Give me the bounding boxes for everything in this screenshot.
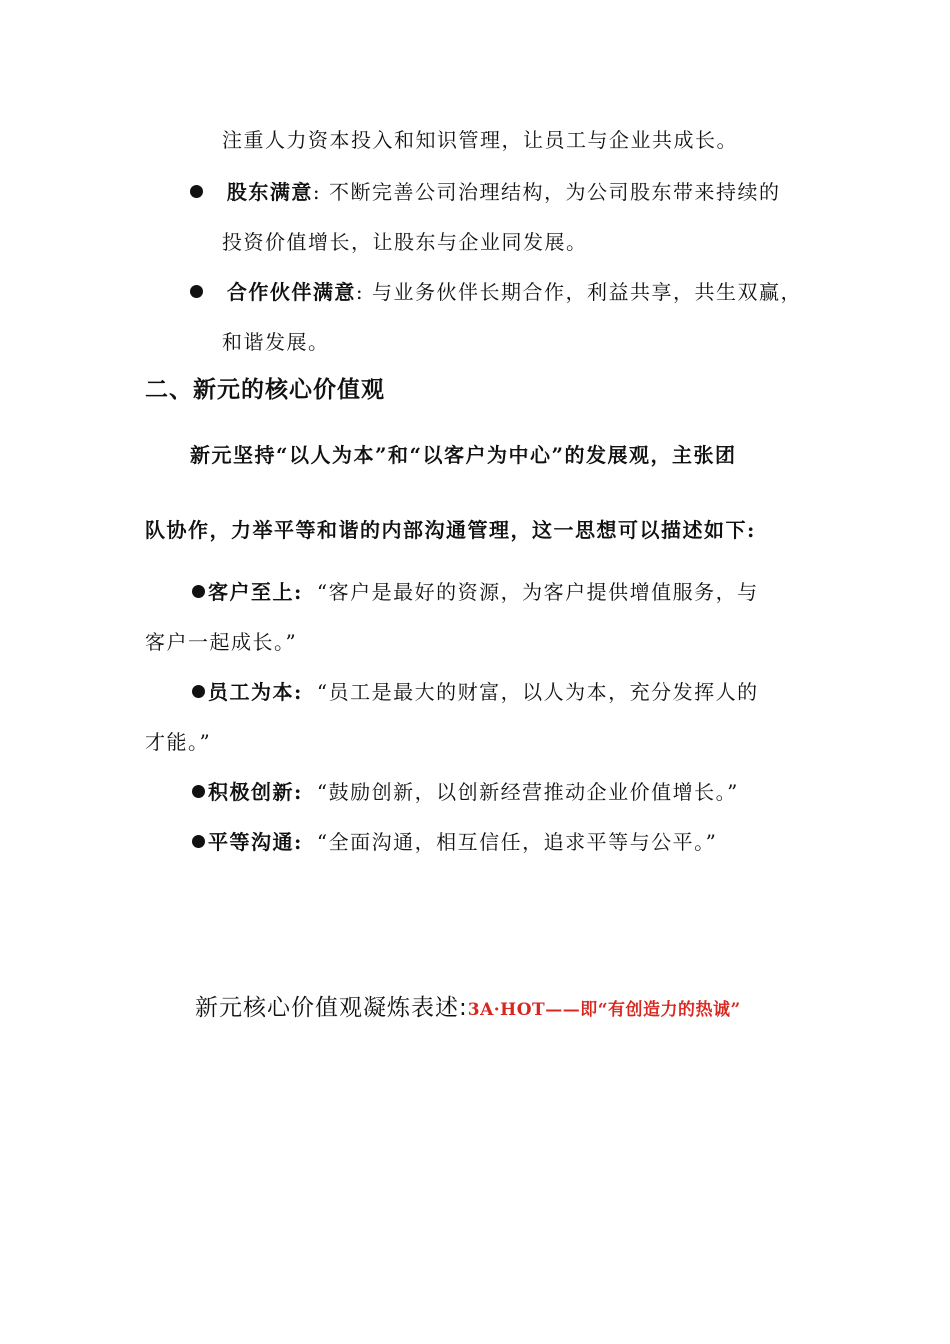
- list-item-separator: :: [312, 180, 322, 204]
- value-item-employee: [192, 680, 759, 704]
- value-text: “客户是最好的资源，为客户提供增值服务，与: [316, 580, 759, 604]
- bullet-icon: [192, 835, 205, 848]
- value-item-customer: [192, 580, 759, 604]
- list-item-text: 不断完善公司治理结构，为公司股东带来持续的: [321, 180, 781, 204]
- value-item-innovation: [192, 780, 739, 804]
- intro-paragraph-line-1: 新元坚持“以人为本”和“以客户为中心”的发展观，主张团: [190, 443, 737, 467]
- value-term: 员工为本:: [208, 680, 303, 704]
- summary-label: 新元核心价值观凝炼表述:: [195, 995, 468, 1021]
- paragraph-continuation: 注重人力资本投入和知识管理，让员工与企业共成长。: [222, 128, 738, 152]
- list-item-continuation: 投资价值增长，让股东与企业同发展。: [222, 230, 588, 254]
- value-item-communication: [192, 830, 717, 854]
- list-item-term: 股东满意: [226, 180, 313, 204]
- bullet-icon: [192, 785, 205, 798]
- value-term: 积极创新:: [208, 780, 303, 804]
- value-term: 客户至上:: [208, 580, 303, 604]
- list-item-separator: :: [355, 280, 365, 304]
- list-item-partner: [190, 280, 802, 304]
- summary-statement: [195, 994, 741, 1024]
- list-item-shareholder: [190, 180, 780, 204]
- value-text: “鼓励创新，以创新经营推动企业价值增长。”: [316, 780, 739, 804]
- value-continuation: 才能。”: [145, 730, 212, 754]
- list-item-text: 与业务伙伴长期合作，利益共享，共生双赢，: [364, 280, 802, 304]
- value-term: 平等沟通:: [208, 830, 303, 854]
- list-item-continuation: 和谐发展。: [222, 330, 330, 354]
- bullet-icon: [190, 185, 203, 198]
- summary-highlight: 3A·HOT——即“有创造力的热诚”: [467, 1000, 741, 1020]
- bullet-icon: [192, 685, 205, 698]
- value-text: “全面沟通，相互信任，追求平等与公平。”: [316, 830, 718, 854]
- bullet-icon: [190, 285, 203, 298]
- value-continuation: 客户一起成长。”: [145, 630, 298, 654]
- intro-paragraph-line-2: 队协作，力举平等和谐的内部沟通管理，这一思想可以描述如下:: [145, 518, 756, 542]
- value-text: “员工是最大的财富，以人为本，充分发挥人的: [316, 680, 759, 704]
- bullet-icon: [192, 585, 205, 598]
- section-heading: 二、新元的核心价值观: [145, 377, 385, 403]
- list-item-term: 合作伙伴满意: [226, 280, 356, 304]
